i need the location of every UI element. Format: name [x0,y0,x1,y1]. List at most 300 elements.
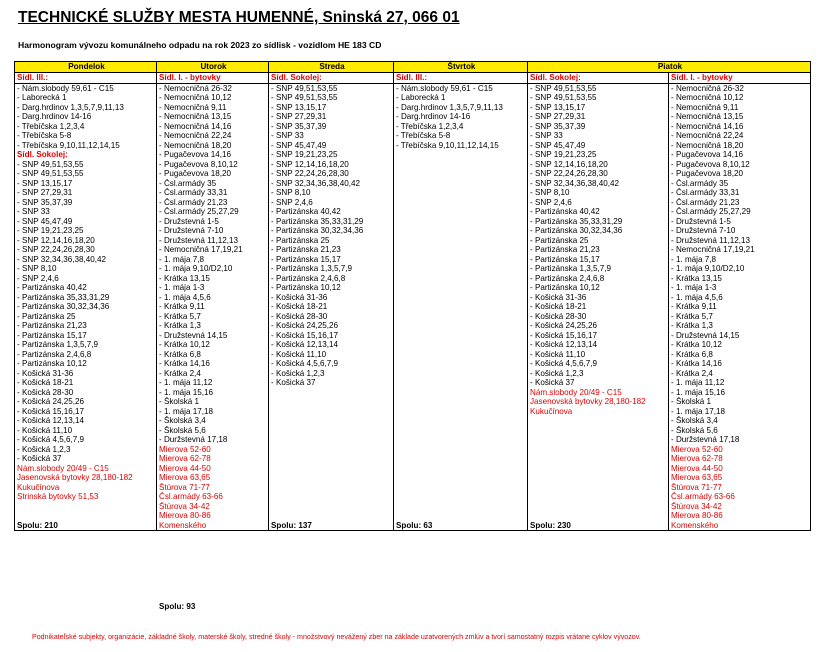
cell-pondelok: - SNP 19,21,23,25 [15,226,157,236]
cell-pondelok: - Partizánska 35,33,31,29 [15,293,157,303]
cell-utorok: - Nemocničná 17,19,21 [157,245,269,255]
table-row [15,369,811,379]
cell-streda: - Košická 31-36 [269,293,394,303]
table-row [15,255,811,265]
cell-piatok-b: - Čsl.armády 21,23 [669,198,811,208]
table-row [15,321,811,331]
table-row [15,416,811,426]
table-row [15,492,811,502]
day-header-utorok: Utorok [157,62,269,73]
cell-streda [269,426,394,436]
cell-stvrtok [394,321,528,331]
cell-piatok-b: - Školská 1 [669,397,811,407]
cell-pondelok: - Partizánska 40,42 [15,283,157,293]
cell-pondelok: - SNP 12,14,16,18,20 [15,236,157,246]
cell-piatok-a: - Košická 18-21 [528,302,669,312]
schedule-table [14,61,811,531]
cell-utorok: - Krátka 6,8 [157,350,269,360]
cell-piatok-b: - Krátka 9,11 [669,302,811,312]
cell-streda: - SNP 45,47,49 [269,141,394,151]
cell-piatok-a: - Košická 11,10 [528,350,669,360]
cell-utorok: - Čsl.armády 25,27,29 [157,207,269,217]
cell-piatok-a: - SNP 19,21,23,25 [528,150,669,160]
cell-streda: - Košická 28-30 [269,312,394,322]
cell-stvrtok: - Darg.hrdinov 14-16 [394,112,528,122]
area-label-piatok-b: Sídl. I. - bytovky [669,73,811,84]
table-row [15,188,811,198]
cell-piatok-b: Mierova 44-50 [669,464,811,474]
cell-streda [269,397,394,407]
cell-stvrtok [394,312,528,322]
totals-row [15,521,811,531]
cell-piatok-b: - Družstevná 14,15 [669,331,811,341]
table-row [15,426,811,436]
cell-utorok: - Nemocničná 9,11 [157,103,269,113]
cell-streda: - SNP 27,29,31 [269,112,394,122]
cell-streda: - Partizánska 1,3,5,7,9 [269,264,394,274]
cell-pondelok: - Košická 31-36 [15,369,157,379]
cell-pondelok: - SNP 8,10 [15,264,157,274]
cell-piatok-a: - Košická 12,13,14 [528,340,669,350]
cell-utorok: - Školská 3,4 [157,416,269,426]
cell-streda: - SNP 49,51,53,55 [269,93,394,103]
cell-utorok: - 1. mája 11,12 [157,378,269,388]
cell-piatok-b: - Školská 3,4 [669,416,811,426]
cell-streda: - Košická 15,16,17 [269,331,394,341]
cell-piatok-b: - Družstevná 11,12,13 [669,236,811,246]
cell-utorok: - Družstevná 1-5 [157,217,269,227]
cell-piatok-b: Mierova 80-86 [669,511,811,521]
table-row [15,264,811,274]
cell-piatok-a: - Košická 28-30 [528,312,669,322]
cell-pondelok: - Košická 15,16,17 [15,407,157,417]
cell-piatok-a: - Košická 15,16,17 [528,331,669,341]
cell-stvrtok [394,302,528,312]
cell-stvrtok [394,492,528,502]
cell-piatok-a: - SNP 13,15,17 [528,103,669,113]
table-row [15,198,811,208]
cell-piatok-a: Jasenovská bytovky 28,180-182 [528,397,669,407]
cell-streda: - SNP 49,51,53,55 [269,83,394,93]
cell-streda: - Partizánska 10,12 [269,283,394,293]
day-header-pondelok: Pondelok [15,62,157,73]
cell-pondelok: - Třebíčska 9,10,11,12,14,15 [15,141,157,151]
cell-pondelok: - Partizánska 30,32,34,36 [15,302,157,312]
cell-utorok: - Družstevná 14,15 [157,331,269,341]
cell-stvrtok [394,454,528,464]
cell-piatok-a: - SNP 22,24,26,28,30 [528,169,669,179]
cell-pondelok: - SNP 33 [15,207,157,217]
cell-utorok: - Čsl.armády 33,31 [157,188,269,198]
cell-stvrtok [394,179,528,189]
cell-piatok-b: - 1. mája 17,18 [669,407,811,417]
cell-utorok: - 1. mája 1-3 [157,283,269,293]
table-row [15,103,811,113]
cell-piatok-a: - Partizánska 15,17 [528,255,669,265]
cell-streda: - SNP 13,15,17 [269,103,394,113]
cell-stvrtok [394,435,528,445]
cell-pondelok: - Partizánska 15,17 [15,331,157,341]
cell-stvrtok [394,245,528,255]
cell-pondelok: - Partizánska 2,4,6,8 [15,350,157,360]
cell-piatok-b: - Nemocničná 10,12 [669,93,811,103]
cell-pondelok: - Košická 24,25,26 [15,397,157,407]
cell-utorok: - Duržstevná 17,18 [157,435,269,445]
cell-utorok: - Krátka 9,11 [157,302,269,312]
cell-stvrtok [394,511,528,521]
cell-streda: - SNP 19,21,23,25 [269,150,394,160]
day-header-piatok: Piatok [528,62,811,73]
cell-streda: - Partizánska 25 [269,236,394,246]
cell-utorok: - Krátka 14,16 [157,359,269,369]
area-label-utorok: Sídl. I. - bytovky [157,73,269,84]
total-piatok-a: Spolu: 230 [528,521,669,531]
cell-stvrtok [394,274,528,284]
cell-stvrtok [394,445,528,455]
cell-utorok: Mierova 62-78 [157,454,269,464]
table-row [15,435,811,445]
cell-utorok: - Družstevná 11,12,13 [157,236,269,246]
cell-stvrtok [394,207,528,217]
table-row [15,283,811,293]
cell-utorok: - Nemocničná 26-32 [157,83,269,93]
cell-piatok-b: - Družstevná 1-5 [669,217,811,227]
table-row [15,207,811,217]
cell-piatok-a: - SNP 33 [528,131,669,141]
cell-streda: - SNP 35,37,39 [269,122,394,132]
cell-stvrtok [394,473,528,483]
table-row [15,464,811,474]
table-row [15,350,811,360]
cell-piatok-b: Mierova 62-78 [669,454,811,464]
cell-stvrtok [394,483,528,493]
subheader-row [15,73,811,84]
cell-utorok: - Čsl.armády 35 [157,179,269,189]
cell-stvrtok: - Třebíčska 1,2,3,4 [394,122,528,132]
cell-piatok-b: - Duržstevná 17,18 [669,435,811,445]
table-row [15,359,811,369]
cell-utorok: Čsl.armády 63-66 [157,492,269,502]
cell-pondelok: - Košická 1,2,3 [15,445,157,455]
cell-piatok-b: - Krátka 6,8 [669,350,811,360]
cell-stvrtok [394,169,528,179]
table-row [15,407,811,417]
cell-pondelok: - Košická 12,13,14 [15,416,157,426]
cell-utorok: - Pugačevova 14,16 [157,150,269,160]
cell-utorok: Mierova 80-86 [157,511,269,521]
table-row [15,169,811,179]
cell-stvrtok: - Třebíčska 5-8 [394,131,528,141]
cell-streda: - Košická 4,5,6,7,9 [269,359,394,369]
cell-piatok-a [528,502,669,512]
cell-piatok-b: Štúrova 71-77 [669,483,811,493]
table-row [15,397,811,407]
cell-piatok-b: - 1. mája 1-3 [669,283,811,293]
page-subtitle: Harmonogram vývozu komunálneho odpadu na rok 2023 zo sídlisk - vozidlom HE 183 CD [18,40,382,50]
cell-piatok-b: - Krátka 5,7 [669,312,811,322]
cell-streda: - Košická 12,13,14 [269,340,394,350]
cell-pondelok: - Darg.hrdinov 14-16 [15,112,157,122]
cell-stvrtok [394,293,528,303]
cell-piatok-a: - Partizánska 10,12 [528,283,669,293]
cell-stvrtok [394,236,528,246]
cell-pondelok: - Košická 4,5,6,7,9 [15,435,157,445]
cell-piatok-a [528,435,669,445]
area-label-streda: Sídl. Sokolej: [269,73,394,84]
cell-pondelok: - Košická 28-30 [15,388,157,398]
cell-utorok: - Školská 5,6 [157,426,269,436]
cell-stvrtok [394,340,528,350]
cell-piatok-b: - Družstevná 7-10 [669,226,811,236]
cell-streda: - SNP 22,24,26,28,30 [269,169,394,179]
cell-pondelok: - SNP 22,24,26,28,30 [15,245,157,255]
cell-piatok-a: Kukučínova [528,407,669,417]
cell-pondelok: - Nám.slobody 59,61 - C15 [15,83,157,93]
total-utorok: Komenského [157,521,269,531]
cell-piatok-a: - SNP 27,29,31 [528,112,669,122]
cell-stvrtok [394,217,528,227]
cell-piatok-b: - Pugačevova 18,20 [669,169,811,179]
cell-streda [269,502,394,512]
cell-streda: - Košická 1,2,3 [269,369,394,379]
cell-piatok-b: - 1. mája 9,10/D2,10 [669,264,811,274]
table-row [15,331,811,341]
cell-streda: - Košická 18-21 [269,302,394,312]
cell-piatok-b: - Čsl.armády 25,27,29 [669,207,811,217]
cell-piatok-b: - 1. mája 11,12 [669,378,811,388]
cell-piatok-b: - Krátka 10,12 [669,340,811,350]
cell-stvrtok [394,407,528,417]
area-label-pondelok: Sídl. III.: [15,73,157,84]
cell-pondelok: - Třebíčska 1,2,3,4 [15,122,157,132]
cell-streda: - SNP 2,4,6 [269,198,394,208]
cell-stvrtok [394,397,528,407]
cell-piatok-b: - 1. mája 4,5,6 [669,293,811,303]
cell-utorok: Mierova 63,65 [157,473,269,483]
cell-pondelok: Strinská bytovky 51,53 [15,492,157,502]
cell-streda [269,445,394,455]
day-header-streda: Streda [269,62,394,73]
cell-streda [269,483,394,493]
cell-utorok: - 1. mája 4,5,6 [157,293,269,303]
cell-piatok-a [528,483,669,493]
cell-piatok-b: - Krátka 2,4 [669,369,811,379]
cell-stvrtok [394,426,528,436]
cell-pondelok: - SNP 49,51,53,55 [15,169,157,179]
cell-piatok-a: - SNP 32,34,36,38,40,42 [528,179,669,189]
cell-streda: - Partizánska 21,23 [269,245,394,255]
cell-utorok: Štúrova 71-77 [157,483,269,493]
table-row [15,445,811,455]
table-row [15,179,811,189]
cell-piatok-b: Čsl.armády 63-66 [669,492,811,502]
cell-stvrtok [394,198,528,208]
cell-stvrtok: - Laborecká 1 [394,93,528,103]
table-row [15,160,811,170]
table-row [15,388,811,398]
table-row [15,245,811,255]
day-header-stvrtok: Štvrtok [394,62,528,73]
cell-piatok-a [528,426,669,436]
cell-utorok: - Krátka 13,15 [157,274,269,284]
cell-stvrtok [394,331,528,341]
table-row [15,340,811,350]
cell-piatok-a: - SNP 12,14,16,18,20 [528,160,669,170]
cell-streda: - Partizánska 40,42 [269,207,394,217]
cell-stvrtok [394,388,528,398]
cell-stvrtok [394,150,528,160]
cell-streda [269,454,394,464]
cell-piatok-b: - Nemocničná 26-32 [669,83,811,93]
cell-utorok: - Krátka 5,7 [157,312,269,322]
cell-stvrtok [394,464,528,474]
cell-piatok-a: - SNP 35,37,39 [528,122,669,132]
total-pondelok: Spolu: 210 [15,521,157,531]
cell-streda: - Partizánska 35,33,31,29 [269,217,394,227]
cell-piatok-a: - Partizánska 1,3,5,7,9 [528,264,669,274]
table-row [15,473,811,483]
cell-pondelok: - SNP 49,51,53,55 [15,160,157,170]
cell-piatok-b: - Krátka 1,3 [669,321,811,331]
cell-streda: - Košická 11,10 [269,350,394,360]
cell-utorok: - 1. mája 9,10/D2,10 [157,264,269,274]
area-label-piatok-a: Sídl. Sokolej: [528,73,669,84]
table-row [15,293,811,303]
cell-piatok-b: - Nemocničná 17,19,21 [669,245,811,255]
cell-stvrtok [394,359,528,369]
cell-streda [269,492,394,502]
cell-piatok-b: - Nemocničná 18,20 [669,141,811,151]
total-utorok-extra: Spolu: 93 [159,602,196,611]
cell-utorok: Mierova 44-50 [157,464,269,474]
cell-pondelok: - SNP 2,4,6 [15,274,157,284]
cell-utorok: - Školská 1 [157,397,269,407]
cell-pondelok: - Košická 18-21 [15,378,157,388]
cell-pondelok [15,502,157,512]
cell-piatok-a: - Košická 31-36 [528,293,669,303]
cell-utorok: - Krátka 10,12 [157,340,269,350]
cell-streda: - SNP 8,10 [269,188,394,198]
table-row [15,83,811,93]
cell-piatok-b: - 1. mája 7,8 [669,255,811,265]
cell-utorok: Štúrova 34-42 [157,502,269,512]
cell-piatok-a [528,464,669,474]
cell-streda [269,511,394,521]
cell-stvrtok [394,283,528,293]
page-title: TECHNICKÉ SLUŽBY MESTA HUMENNÉ, Sninská 27, 066 01 [18,9,460,26]
cell-streda: - Partizánska 15,17 [269,255,394,265]
cell-pondelok: - Košická 37 [15,454,157,464]
table-row [15,217,811,227]
cell-pondelok: - Partizánska 10,12 [15,359,157,369]
cell-utorok: - Družstevná 7-10 [157,226,269,236]
cell-piatok-b: - Pugačevova 14,16 [669,150,811,160]
cell-utorok: - Nemocničná 14,16 [157,122,269,132]
cell-streda: - Košická 37 [269,378,394,388]
cell-piatok-b: - Krátka 13,15 [669,274,811,284]
cell-streda: - Partizánska 30,32,34,36 [269,226,394,236]
cell-streda [269,464,394,474]
cell-pondelok [15,511,157,521]
table-row [15,483,811,493]
cell-utorok: - Čsl.armády 21,23 [157,198,269,208]
cell-pondelok: Kukučínova [15,483,157,493]
cell-stvrtok: - Nám.slobody 59,61 - C15 [394,83,528,93]
cell-streda [269,473,394,483]
cell-pondelok: - SNP 45,47,49 [15,217,157,227]
cell-pondelok: - Partizánska 1,3,5,7,9 [15,340,157,350]
cell-stvrtok [394,369,528,379]
cell-piatok-a: - Partizánska 21,23 [528,245,669,255]
cell-stvrtok [394,264,528,274]
cell-piatok-a: - Partizánska 25 [528,236,669,246]
table-row [15,236,811,246]
cell-stvrtok [394,350,528,360]
cell-piatok-a: - SNP 2,4,6 [528,198,669,208]
cell-stvrtok: - Třebíčska 9,10,11,12,14,15 [394,141,528,151]
cell-piatok-a: - Košická 4,5,6,7,9 [528,359,669,369]
area-label-stvrtok: Sídl. III.: [394,73,528,84]
cell-stvrtok [394,255,528,265]
cell-pondelok: Nám.slobody 20/49 - C15 [15,464,157,474]
cell-pondelok: - SNP 35,37,39 [15,198,157,208]
cell-pondelok: - Partizánska 25 [15,312,157,322]
cell-streda [269,407,394,417]
cell-streda [269,416,394,426]
cell-utorok: - Nemocničná 13,15 [157,112,269,122]
cell-piatok-a: - Partizánska 35,33,31,29 [528,217,669,227]
cell-piatok-b: Štúrova 34-42 [669,502,811,512]
table-row [15,131,811,141]
cell-piatok-b: - 1. mája 15,16 [669,388,811,398]
cell-piatok-b: - Nemocničná 14,16 [669,122,811,132]
table-row [15,502,811,512]
cell-piatok-a [528,473,669,483]
cell-piatok-a: Nám.slobody 20/49 - C15 [528,388,669,398]
cell-streda: - SNP 12,14,16,18,20 [269,160,394,170]
cell-pondelok: - SNP 32,34,36,38,40,42 [15,255,157,265]
table-row [15,302,811,312]
table-row [15,312,811,322]
cell-utorok: Mierova 52-60 [157,445,269,455]
cell-piatok-a [528,445,669,455]
cell-streda [269,388,394,398]
cell-pondelok: Sídl. Sokolej: [15,150,157,160]
cell-piatok-a [528,454,669,464]
footer-note: Podnikateľské subjekty, organizácie, základné školy, materské školy, stredné školy - množstvový nevážený zber na základe uzatvorených zmlúv a tvorí samostatný rozpis vrátane cyklov vývozov. [32,633,641,641]
cell-piatok-a: - Košická 24,25,26 [528,321,669,331]
cell-piatok-b: - Krátka 14,16 [669,359,811,369]
cell-streda: - Košická 24,25,26 [269,321,394,331]
cell-piatok-b: - Nemocničná 13,15 [669,112,811,122]
cell-utorok: - Nemocničná 10,12 [157,93,269,103]
cell-piatok-a: - SNP 49,51,53,55 [528,83,669,93]
cell-piatok-a: - Partizánska 40,42 [528,207,669,217]
cell-pondelok: - SNP 27,29,31 [15,188,157,198]
cell-piatok-a: - Partizánska 30,32,34,36 [528,226,669,236]
cell-piatok-a: - Partizánska 2,4,6,8 [528,274,669,284]
table-row [15,274,811,284]
table-row [15,378,811,388]
total-streda: Spolu: 137 [269,521,394,531]
total-piatok-b: Komenského [669,521,811,531]
cell-pondelok: Jasenovská bytovky 28,180-182 [15,473,157,483]
cell-utorok: - 1. mája 17,18 [157,407,269,417]
table-row [15,122,811,132]
cell-piatok-a [528,416,669,426]
cell-utorok: - 1. mája 15,16 [157,388,269,398]
cell-utorok: - Krátka 1,3 [157,321,269,331]
